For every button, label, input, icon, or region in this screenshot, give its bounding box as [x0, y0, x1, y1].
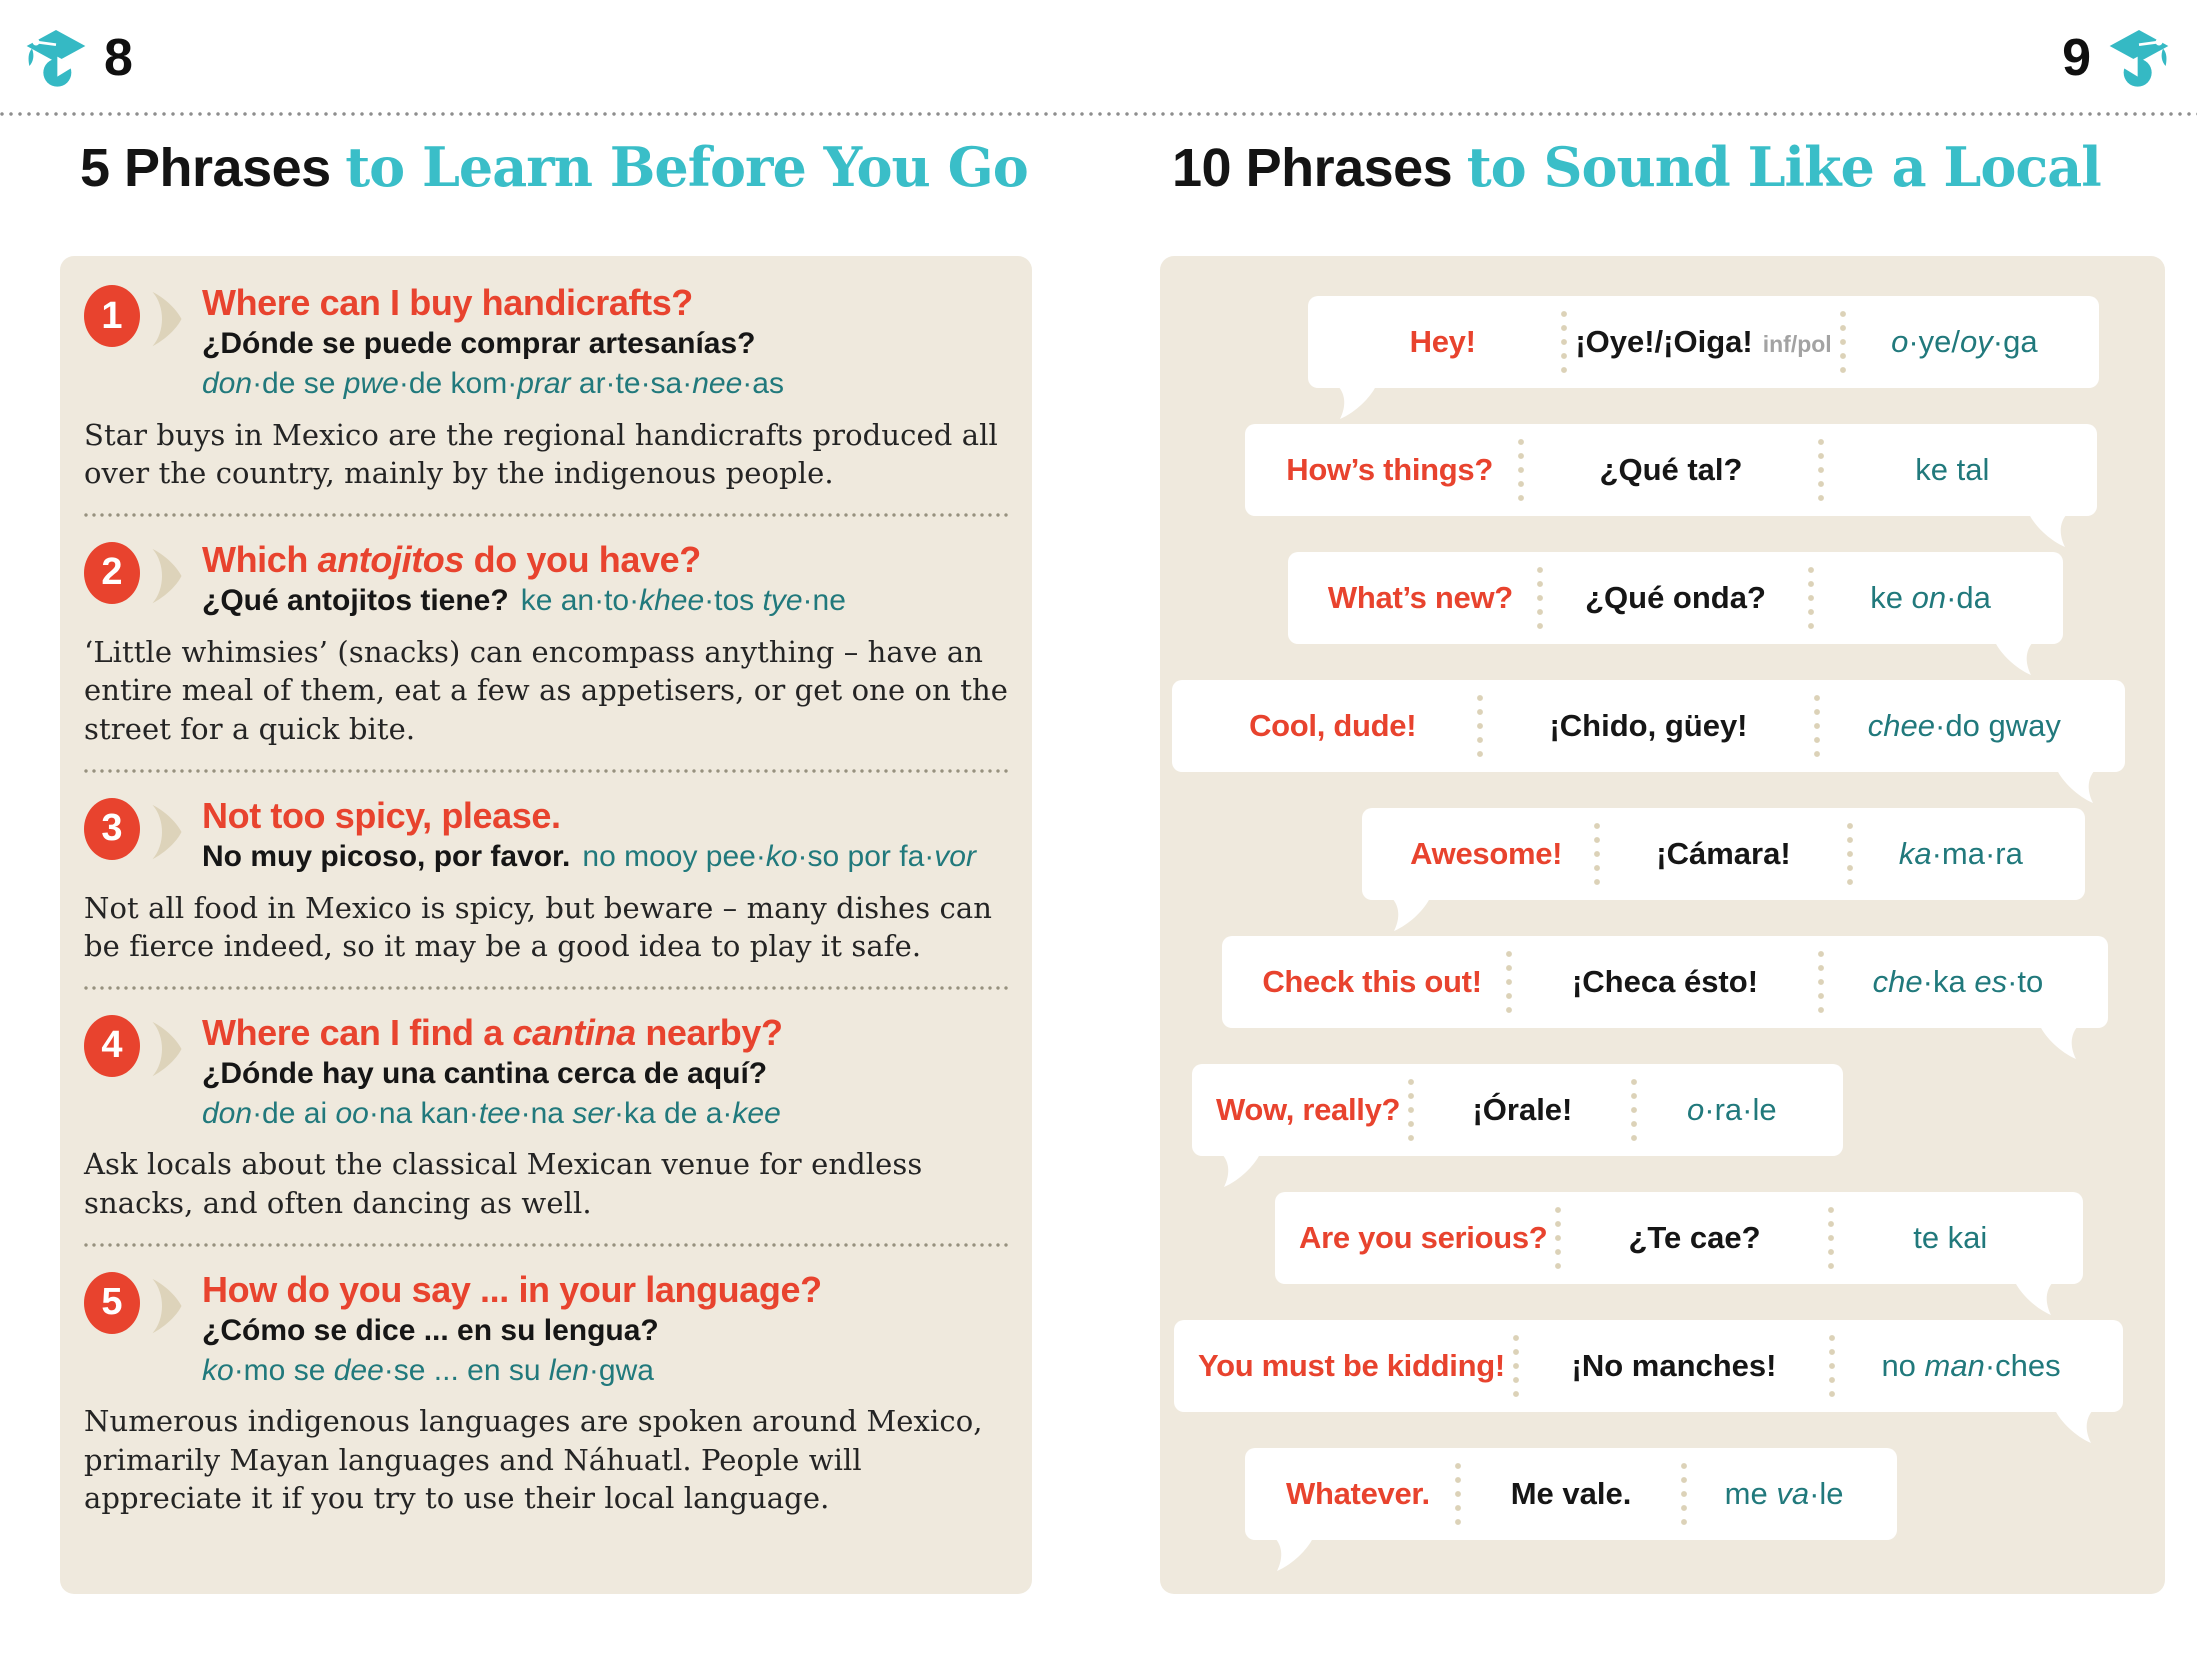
page-title-right — [1172, 136, 2101, 199]
phrases-panel — [60, 256, 1032, 1594]
bubble-divider — [1818, 439, 1824, 501]
title-rest: to Sound Like a Local — [1466, 135, 2101, 199]
bubble-pronunciation: ka·ma·ra — [1898, 836, 2023, 871]
phrase-head — [84, 1012, 1008, 1134]
phrase-item — [84, 282, 1008, 493]
bubble-spanish: Me vale. — [1510, 1476, 1632, 1511]
bubble-english: Cool, dude! — [1249, 708, 1417, 743]
speech-bubble — [1222, 936, 2108, 1028]
bubble-spanish: ¡No manches! — [1571, 1348, 1777, 1383]
phrase-line — [202, 581, 1008, 621]
phrase-head — [84, 282, 1008, 404]
bubble-tail — [1390, 898, 1434, 931]
bubble-divider — [1594, 823, 1600, 885]
bubble-english: Awesome! — [1410, 836, 1563, 871]
phrase-line — [202, 837, 1008, 877]
bubble-divider — [1818, 951, 1824, 1013]
pronunciation: ko·mo se dee·se ... en su len·gwa — [202, 1353, 654, 1387]
bubble-spanish: ¡Cámara! — [1656, 836, 1791, 871]
bubble-pronunciation: che·ka es·to — [1872, 964, 2044, 999]
english-phrase: Where can I buy handicrafts? — [202, 282, 693, 323]
item-number-badge: 3 — [84, 798, 140, 860]
english-phrase: Not too spicy, please. — [202, 794, 561, 836]
item-separator — [84, 513, 1008, 517]
bubble-divider — [1681, 1463, 1687, 1525]
pronunciation: don·de ai oo·na kan·tee·na ser·ka de a·kee — [202, 1096, 781, 1130]
bubble-divider — [1828, 1207, 1834, 1269]
bubble-divider — [1537, 567, 1543, 629]
bubble-english: Wow, really? — [1216, 1092, 1401, 1127]
bubble-english: What’s new? — [1327, 580, 1513, 615]
bubble-english: Check this out! — [1262, 964, 1482, 999]
item-number-badge: 1 — [84, 285, 140, 347]
item-separator — [84, 769, 1008, 773]
bubble-tail — [1991, 642, 2035, 675]
phrase-head — [84, 795, 1008, 877]
phrase-item — [84, 1269, 1008, 1518]
bubble-divider — [1808, 567, 1814, 629]
header-divider — [0, 112, 2197, 116]
item-note: Ask locals about the classical Mexican venue for endless snacks, and often dancing as well. — [84, 1147, 923, 1220]
bubble-divider — [1840, 311, 1846, 373]
phrase-head — [84, 1269, 1008, 1391]
bubbles-panel — [1160, 256, 2165, 1594]
spanish-phrase: No muy picoso, por favor. — [202, 840, 571, 873]
speech-bubble — [1362, 808, 2085, 900]
item-separator — [84, 1243, 1008, 1247]
spanish-text: ¡Oye!/¡Oiga! — [1575, 324, 1753, 359]
phrase-item — [84, 539, 1008, 749]
register-tag: inf/pol — [1762, 331, 1832, 357]
speech-bubble — [1288, 552, 2063, 644]
spanish-phrase: ¿Cómo se dice ... en su lengua? — [202, 1313, 659, 1347]
bubble-divider — [1408, 1079, 1414, 1141]
item-note: ‘Little whimsies’ (snacks) can encompass anything – have an entire meal of them, eat a few as appetisers, or get one on the street for a quick bite. — [84, 634, 1008, 746]
chevron-right-icon — [150, 803, 184, 861]
bubble-spanish: ¿Qué onda? — [1585, 580, 1766, 615]
bubble-divider — [1513, 1335, 1519, 1397]
speech-bubble — [1275, 1192, 2083, 1284]
bubble-pronunciation: chee·do gway — [1867, 708, 2061, 743]
bubble-spanish: ¿Qué tal? — [1599, 452, 1743, 487]
bubble-tail — [2036, 1026, 2080, 1059]
english-phrase: Which antojitos do you have? — [202, 538, 701, 580]
chevron-right-icon — [150, 547, 184, 605]
chevron-right-icon — [150, 1020, 184, 1078]
bubble-pronunciation: o·ra·le — [1687, 1092, 1777, 1127]
page-number-left: 8 — [104, 29, 133, 87]
bubble-divider — [1847, 823, 1853, 885]
bubble-pronunciation: ke on·da — [1870, 580, 1991, 615]
item-number-badge: 4 — [84, 1015, 140, 1077]
page-number-right: 9 — [2062, 29, 2091, 87]
bubble-tail — [2011, 1282, 2055, 1315]
bubble-english: Are you serious? — [1299, 1220, 1548, 1255]
bubble-english: You must be kidding! — [1198, 1348, 1505, 1383]
bubble-pronunciation: no man·ches — [1881, 1348, 2061, 1383]
item-note: Numerous indigenous languages are spoken around Mexico, primarily Mayan languages and Náhuatl. People will appreciate it if you try to use their local language. — [84, 1404, 983, 1516]
bubble-pronunciation: o·ye/oy·ga — [1891, 324, 2038, 359]
bubble-spanish — [1575, 324, 1831, 360]
bubble-english: How’s things? — [1286, 452, 1494, 487]
item-note: Star buys in Mexico are the regional handicrafts produced all over the country, mainly by the indigenous people. — [84, 417, 998, 491]
header-right — [2062, 26, 2171, 90]
item-separator — [84, 986, 1008, 990]
speech-bubble — [1245, 1448, 1897, 1540]
bubble-tail — [1336, 386, 1380, 419]
phrase-head — [84, 539, 1008, 621]
bubble-english: Hey! — [1409, 324, 1476, 359]
graduation-cap-icon — [2107, 26, 2171, 90]
bubble-divider — [1455, 1463, 1461, 1525]
speech-bubble — [1245, 424, 2097, 516]
bubble-divider — [1477, 695, 1483, 757]
bubble-tail — [2025, 514, 2069, 547]
phrase-item — [84, 1012, 1008, 1223]
bubble-tail — [2053, 770, 2097, 803]
speech-bubble — [1174, 1320, 2123, 1412]
bubble-divider — [1814, 695, 1820, 757]
bubble-divider — [1555, 1207, 1561, 1269]
title-count: 5 Phrases — [80, 138, 331, 198]
bubble-spanish: ¡Órale! — [1472, 1092, 1573, 1127]
bubble-tail — [2051, 1410, 2095, 1443]
bubble-tail — [1220, 1154, 1264, 1187]
bubble-pronunciation: ke tal — [1915, 452, 1990, 487]
chevron-right-icon — [150, 290, 184, 348]
item-number-badge: 5 — [84, 1272, 140, 1334]
bubble-spanish: ¿Te cae? — [1628, 1220, 1761, 1255]
spanish-phrase: ¿Qué antojitos tiene? — [202, 584, 509, 618]
header-left — [24, 26, 133, 90]
bubble-spanish: ¡Chido, güey! — [1549, 708, 1748, 743]
speech-bubble — [1192, 1064, 1843, 1156]
graduation-cap-icon — [24, 26, 88, 90]
item-number-badge: 2 — [84, 542, 140, 604]
chevron-right-icon — [150, 1277, 184, 1335]
page-title-left — [80, 136, 1028, 199]
bubble-divider — [1631, 1079, 1637, 1141]
bubble-divider — [1561, 311, 1567, 373]
bubble-english: Whatever. — [1286, 1476, 1430, 1511]
title-count: 10 Phrases — [1172, 138, 1453, 198]
pronunciation: no mooy pee·ko·so por fa·vor — [582, 840, 976, 873]
bubble-divider — [1506, 951, 1512, 1013]
bubble-tail — [1273, 1538, 1317, 1571]
bubble-divider — [1518, 439, 1524, 501]
bubble-divider — [1829, 1335, 1835, 1397]
speech-bubble — [1308, 296, 2099, 388]
phrase-item — [84, 795, 1008, 966]
pronunciation: ke an·to·khee·tos tye·ne — [520, 584, 846, 618]
bubble-pronunciation: te kai — [1913, 1220, 1988, 1255]
english-phrase: Where can I find a cantina nearby? — [202, 1011, 783, 1053]
bubble-spanish: ¡Checa ésto! — [1571, 964, 1759, 999]
bubble-pronunciation: me va·le — [1724, 1476, 1844, 1511]
english-phrase: How do you say ... in your language? — [202, 1268, 822, 1310]
speech-bubble — [1172, 680, 2125, 772]
title-rest: to Learn Before You Go — [345, 135, 1028, 199]
spanish-phrase: ¿Dónde se puede comprar artesanías? — [202, 327, 756, 361]
pronunciation: don·de se pwe·de kom·prar ar·te·sa·nee·as — [202, 367, 784, 401]
spanish-phrase: ¿Dónde hay una cantina cerca de aquí? — [202, 1057, 768, 1091]
item-note: Not all food in Mexico is spicy, but beware – many dishes can be fierce indeed, so it may be a good idea to play it safe. — [84, 890, 993, 964]
